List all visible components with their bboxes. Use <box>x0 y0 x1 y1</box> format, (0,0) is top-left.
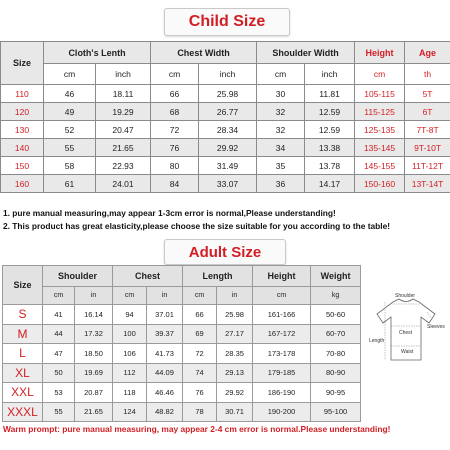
unit-cell: in <box>217 287 253 305</box>
child-chest-header: Chest Width <box>151 42 257 64</box>
table-row <box>1 103 450 121</box>
unit-cell: kg <box>311 287 361 305</box>
table-cell: 41 <box>43 305 75 325</box>
table-row <box>1 121 450 139</box>
adult-shoulder-header: Shoulder <box>43 266 113 287</box>
table-cell: 47 <box>43 344 75 364</box>
table-cell: 34 <box>257 139 305 157</box>
adult-header-row <box>3 266 361 287</box>
table-cell: 14.17 <box>305 175 355 193</box>
table-cell: 55 <box>44 139 96 157</box>
table-cell: 70-80 <box>311 344 361 364</box>
adult-size-header: Size <box>3 266 43 305</box>
child-note-2: 2. This product has great elasticity,please choose the size suitable for you according to the table! <box>3 221 391 231</box>
table-cell: 26.77 <box>199 103 257 121</box>
table-cell: 11.81 <box>305 85 355 103</box>
table-cell: 68 <box>151 103 199 121</box>
table-cell: 39.37 <box>147 324 183 344</box>
table-cell: 76 <box>151 139 199 157</box>
tshirt-measurement-diagram <box>365 290 447 370</box>
table-cell: 48.82 <box>147 402 183 422</box>
unit-cell: inch <box>305 64 355 85</box>
table-cell: 19.69 <box>75 363 113 383</box>
table-cell: 115-125 <box>355 103 405 121</box>
table-cell: 74 <box>183 363 217 383</box>
child-age-header: Age <box>405 42 450 64</box>
size-cell: 110 <box>1 85 44 103</box>
child-unit-row <box>1 64 450 85</box>
size-cell: 140 <box>1 139 44 157</box>
table-cell: 112 <box>113 363 147 383</box>
diagram-label-sleeves: Sleeves <box>427 324 445 330</box>
table-cell: 20.87 <box>75 383 113 403</box>
table-cell: 76 <box>183 383 217 403</box>
table-cell: 30.71 <box>217 402 253 422</box>
table-row <box>3 305 361 325</box>
table-row <box>3 344 361 364</box>
unit-cell: cm <box>151 64 199 85</box>
table-cell: 94 <box>113 305 147 325</box>
table-cell: 18.11 <box>96 85 151 103</box>
table-cell: 25.98 <box>199 85 257 103</box>
table-cell: 106 <box>113 344 147 364</box>
adult-height-header: Height <box>253 266 311 287</box>
child-length-header: Cloth's Lenth <box>44 42 151 64</box>
table-row <box>1 175 450 193</box>
table-cell: 24.01 <box>96 175 151 193</box>
adult-size-table <box>2 265 361 422</box>
unit-cell: cm <box>183 287 217 305</box>
child-height-header: Height <box>355 42 405 64</box>
child-shoulder-header: Shoulder Width <box>257 42 355 64</box>
child-note-1: 1. pure manual measuring,may appear 1-3cm error is normal,Please understanding! <box>3 208 336 218</box>
table-cell: 9T-10T <box>405 139 450 157</box>
table-cell: 21.65 <box>96 139 151 157</box>
table-cell: 27.17 <box>217 324 253 344</box>
table-cell: 72 <box>151 121 199 139</box>
table-cell: 44.09 <box>147 363 183 383</box>
table-cell: 145-155 <box>355 157 405 175</box>
table-cell: 124 <box>113 402 147 422</box>
table-cell: 46 <box>44 85 96 103</box>
table-cell: 12.59 <box>305 103 355 121</box>
table-cell: 161-166 <box>253 305 311 325</box>
unit-cell: cm <box>257 64 305 85</box>
table-cell: 55 <box>43 402 75 422</box>
unit-cell: cm <box>44 64 96 85</box>
adult-chest-header: Chest <box>113 266 183 287</box>
unit-cell: cm <box>113 287 147 305</box>
table-cell: 100 <box>113 324 147 344</box>
table-cell: 12.59 <box>305 121 355 139</box>
table-cell: 29.92 <box>217 383 253 403</box>
table-cell: 105-115 <box>355 85 405 103</box>
warm-prompt-warning: Warm prompt: pure manual measuring, may appear 2-4 cm error is normal.Please understanding! <box>3 424 391 434</box>
table-cell: 53 <box>43 383 75 403</box>
table-cell: 22.93 <box>96 157 151 175</box>
unit-cell: in <box>147 287 183 305</box>
size-cell: 150 <box>1 157 44 175</box>
child-size-table <box>0 41 450 193</box>
diagram-label-chest: Chest <box>399 330 413 336</box>
table-cell: 16.14 <box>75 305 113 325</box>
table-cell: 28.35 <box>217 344 253 364</box>
table-row <box>3 363 361 383</box>
table-cell: 179-185 <box>253 363 311 383</box>
table-cell: 135-145 <box>355 139 405 157</box>
unit-cell: th <box>405 64 450 85</box>
table-cell: 28.34 <box>199 121 257 139</box>
table-cell: 20.47 <box>96 121 151 139</box>
unit-cell: in <box>75 287 113 305</box>
table-cell: 190-200 <box>253 402 311 422</box>
table-cell: 44 <box>43 324 75 344</box>
child-size-header: Size <box>1 42 44 85</box>
table-cell: 7T-8T <box>405 121 450 139</box>
table-cell: 61 <box>44 175 96 193</box>
table-cell: 17.32 <box>75 324 113 344</box>
unit-cell: cm <box>43 287 75 305</box>
table-cell: 13.38 <box>305 139 355 157</box>
table-cell: 29.92 <box>199 139 257 157</box>
diagram-label-waist: Waist <box>401 349 414 355</box>
table-cell: 18.50 <box>75 344 113 364</box>
table-cell: 41.73 <box>147 344 183 364</box>
table-row <box>3 383 361 403</box>
table-cell: 11T-12T <box>405 157 450 175</box>
table-cell: 25.98 <box>217 305 253 325</box>
unit-cell: cm <box>253 287 311 305</box>
table-row <box>1 85 450 103</box>
size-cell: XXXL <box>3 402 43 422</box>
table-cell: 60-70 <box>311 324 361 344</box>
table-cell: 118 <box>113 383 147 403</box>
table-cell: 36 <box>257 175 305 193</box>
table-cell: 95-100 <box>311 402 361 422</box>
table-cell: 46.46 <box>147 383 183 403</box>
table-cell: 72 <box>183 344 217 364</box>
unit-cell: cm <box>355 64 405 85</box>
unit-cell: inch <box>96 64 151 85</box>
table-cell: 49 <box>44 103 96 121</box>
table-cell: 32 <box>257 103 305 121</box>
unit-cell: inch <box>199 64 257 85</box>
table-cell: 21.65 <box>75 402 113 422</box>
table-row <box>3 402 361 422</box>
table-cell: 58 <box>44 157 96 175</box>
table-cell: 19.29 <box>96 103 151 121</box>
size-cell: M <box>3 324 43 344</box>
table-cell: 50-60 <box>311 305 361 325</box>
table-cell: 80-90 <box>311 363 361 383</box>
table-cell: 37.01 <box>147 305 183 325</box>
table-cell: 80 <box>151 157 199 175</box>
table-cell: 13.78 <box>305 157 355 175</box>
table-cell: 173-178 <box>253 344 311 364</box>
table-cell: 29.13 <box>217 363 253 383</box>
table-cell: 84 <box>151 175 199 193</box>
table-cell: 13T-14T <box>405 175 450 193</box>
table-cell: 69 <box>183 324 217 344</box>
child-header-row <box>1 42 450 64</box>
size-cell: S <box>3 305 43 325</box>
size-cell: 120 <box>1 103 44 121</box>
child-size-title-box <box>164 8 290 36</box>
table-cell: 35 <box>257 157 305 175</box>
adult-length-header: Length <box>183 266 253 287</box>
table-cell: 66 <box>183 305 217 325</box>
table-cell: 90-95 <box>311 383 361 403</box>
adult-unit-row <box>3 287 361 305</box>
table-row <box>3 324 361 344</box>
table-cell: 186-190 <box>253 383 311 403</box>
table-cell: 50 <box>43 363 75 383</box>
table-cell: 167-172 <box>253 324 311 344</box>
size-cell: 160 <box>1 175 44 193</box>
table-cell: 33.07 <box>199 175 257 193</box>
table-row <box>1 139 450 157</box>
table-cell: 6T <box>405 103 450 121</box>
adult-size-title: Adult Size <box>188 243 262 261</box>
table-cell: 150-160 <box>355 175 405 193</box>
size-cell: L <box>3 344 43 364</box>
table-cell: 30 <box>257 85 305 103</box>
child-size-title: Child Size <box>188 13 266 30</box>
diagram-label-shoulder: Shoulder <box>395 293 416 299</box>
table-row <box>1 157 450 175</box>
size-cell: XL <box>3 363 43 383</box>
table-cell: 31.49 <box>199 157 257 175</box>
table-cell: 66 <box>151 85 199 103</box>
size-cell: XXL <box>3 383 43 403</box>
table-cell: 78 <box>183 402 217 422</box>
size-cell: 130 <box>1 121 44 139</box>
diagram-label-length: Length <box>369 338 385 344</box>
adult-weight-header: Weight <box>311 266 361 287</box>
table-cell: 5T <box>405 85 450 103</box>
table-cell: 32 <box>257 121 305 139</box>
table-cell: 125-135 <box>355 121 405 139</box>
table-cell: 52 <box>44 121 96 139</box>
adult-size-title-box <box>164 239 286 265</box>
